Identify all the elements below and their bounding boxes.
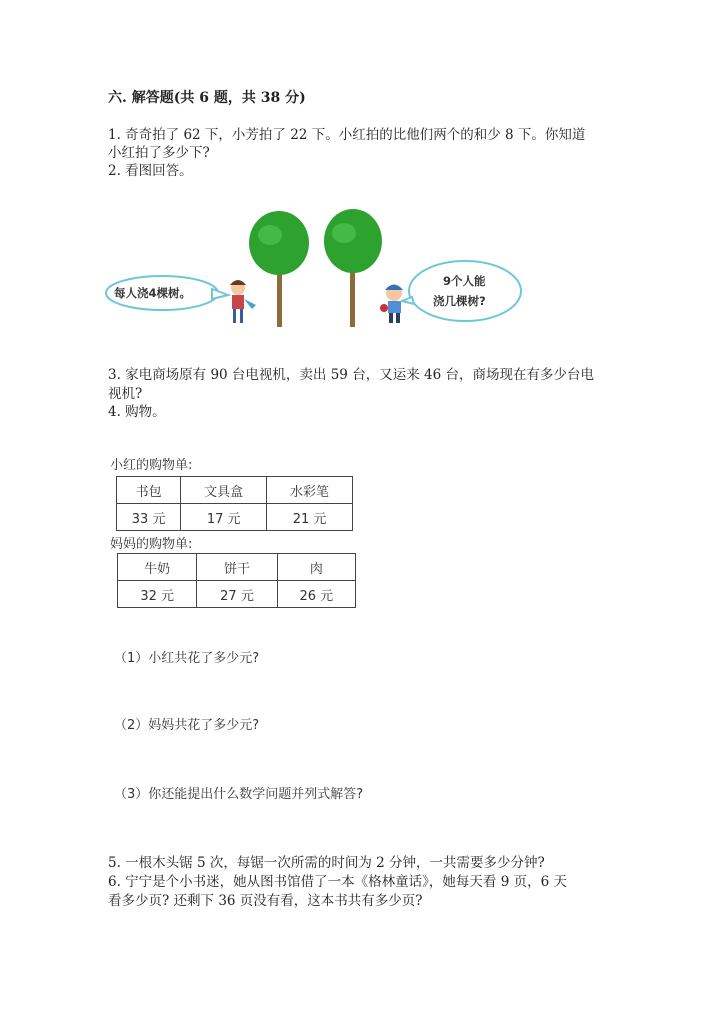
question-4-sub-1: （1）小红共花了多少元? [114,651,260,666]
xiaohong-shopping-table [116,476,353,531]
tree-right-icon [324,209,382,327]
price-cell: 32 元 [118,581,197,608]
table-row [118,554,356,581]
item-cell: 牛奶 [118,554,197,581]
speech-bubble-right-line-2: 浇几棵树? [433,294,486,308]
item-cell: 水彩笔 [267,477,353,504]
question-2-text: 2. 看图回答。 [108,163,193,179]
mama-shopping-table [117,553,356,608]
xiaohong-list-title: 小红的购物单: [110,458,193,473]
question-4-text: 4. 购物。 [108,404,166,420]
boy-figure [380,285,403,324]
item-cell: 书包 [117,477,181,504]
item-cell: 饼干 [197,554,277,581]
mama-list-title: 妈妈的购物单: [110,537,193,552]
question-5-text: 5. 一根木头锯 5 次，每锯一次所需的时间为 2 分钟，一共需要多少分钟? [108,855,545,871]
section-title: 六. 解答题(共 6 题，共 38 分) [108,90,306,106]
speech-bubble-right-line-1: 9个人能 [443,274,486,288]
item-cell: 肉 [277,554,355,581]
question-1-line-1: 1. 奇奇拍了 62 下，小芳拍了 22 下。小红拍的比他们两个的和少 8 下。你知道 [108,127,586,143]
table-row [117,504,353,531]
speech-bubble-right [402,261,521,321]
tree-left-icon [249,211,309,327]
question-6-line-1: 6. 宁宁是个小书迷，她从图书馆借了一本《格林童话》，她每天看 9 页，6 天 [108,874,567,890]
question-4-sub-2: （2）妈妈共花了多少元? [114,718,260,733]
speech-bubble-left-text: 每人浇4棵树。 [114,286,192,300]
price-cell: 33 元 [117,504,181,531]
item-cell: 文具盒 [181,477,267,504]
speech-bubble-left [106,276,228,310]
question-3-line-2: 视机? [108,386,143,402]
question-3-line-1: 3. 家电商场原有 90 台电视机，卖出 59 台，又运来 46 台，商场现在有多少台电 [108,367,594,383]
trees-illustration [100,205,540,345]
table-row [117,477,353,504]
price-cell: 27 元 [197,581,277,608]
price-cell: 26 元 [277,581,355,608]
table-row [118,581,356,608]
girl-figure [230,280,256,323]
question-4-sub-3: （3）你还能提出什么数学问题并列式解答? [114,787,364,802]
price-cell: 21 元 [267,504,353,531]
question-6-line-2: 看多少页? 还剩下 36 页没有看，这本书共有多少页? [108,893,423,909]
price-cell: 17 元 [181,504,267,531]
question-1-line-2: 小红拍了多少下? [108,145,210,161]
